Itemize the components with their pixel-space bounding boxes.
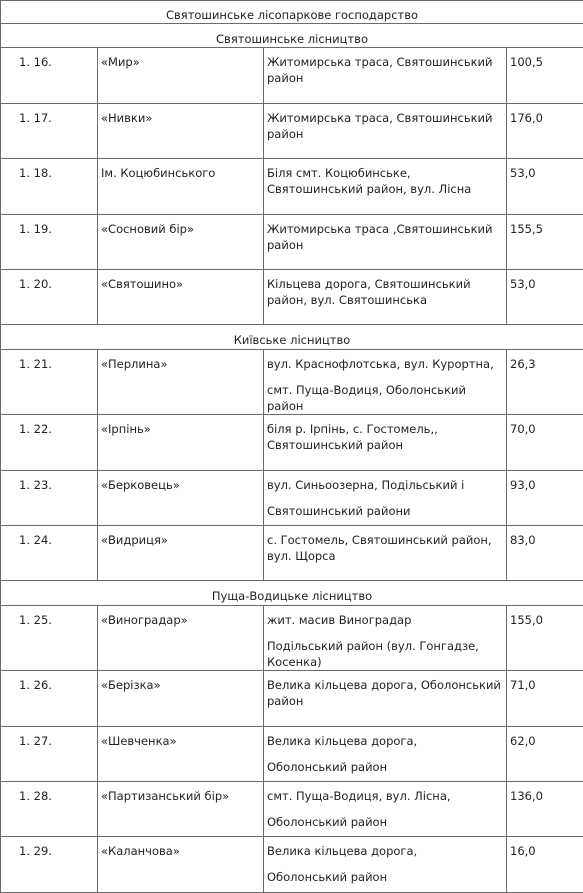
park-area: 93,0 [507, 470, 583, 525]
table-row [1, 837, 583, 893]
park-area: 53,0 [507, 159, 583, 214]
section-title: Пуща-Водицьке лісництво [1, 581, 583, 605]
park-area: 62,0 [507, 726, 583, 781]
park-location [264, 270, 507, 325]
row-number: 1. 17. [1, 103, 98, 158]
park-area: 83,0 [507, 526, 583, 581]
table-row [1, 159, 583, 214]
table-row [1, 270, 583, 325]
park-location [264, 103, 507, 158]
park-area: 53,0 [507, 270, 583, 325]
park-area: 155,5 [507, 214, 583, 269]
park-area: 100,5 [507, 48, 583, 103]
location-line: біля р. Ірпінь, с. Гостомель,, Святошинський район [267, 422, 438, 453]
location-line: Велика кільцева дорога, [267, 844, 418, 859]
location-line: Житомирська траса, Святошинський район [267, 55, 493, 86]
park-location [264, 605, 507, 671]
park-name: «Видриця» [98, 526, 264, 581]
location-line: Оболонський район [267, 870, 388, 885]
row-number: 1. 19. [1, 214, 98, 269]
park-name: «Партизанський бір» [98, 781, 264, 836]
table-row [1, 48, 583, 103]
park-area: 176,0 [507, 103, 583, 158]
row-number: 1. 25. [1, 605, 98, 671]
park-location [264, 526, 507, 581]
table-row [1, 470, 583, 525]
table-row [1, 526, 583, 581]
park-name: «Шевченка» [98, 726, 264, 781]
section-header-row [1, 581, 583, 605]
park-location [264, 726, 507, 781]
table-row [1, 781, 583, 836]
park-location [264, 781, 507, 836]
location-line: Подільський район (вул. Гонгадзе, Косенка) [267, 638, 479, 669]
park-area: 26,3 [507, 349, 583, 415]
location-line: Кільцева дорога, Святошинський район, вул. Святошинська [267, 277, 471, 308]
section-header-row [1, 24, 583, 48]
row-number: 1. 23. [1, 470, 98, 525]
park-area: 136,0 [507, 781, 583, 836]
location-line: жит. масив Виноградар [267, 612, 412, 627]
park-location [264, 48, 507, 103]
park-location [264, 159, 507, 214]
park-area: 71,0 [507, 671, 583, 726]
park-name: Ім. Коцюбинського [98, 159, 264, 214]
section-header-row [1, 325, 583, 349]
park-name: «Мир» [98, 48, 264, 103]
section-title: Святошинське лісництво [1, 24, 583, 48]
row-number: 1. 29. [1, 837, 98, 893]
location-line: Оболонський район [267, 814, 388, 829]
location-line: смт. Пуща-Водиця, вул. Лісна, [267, 788, 451, 803]
parks-table-body [1, 1, 583, 893]
row-number: 1. 16. [1, 48, 98, 103]
row-number: 1. 27. [1, 726, 98, 781]
location-line: Оболонський район [267, 759, 388, 774]
park-area: 16,0 [507, 837, 583, 893]
forestry-enterprise-title: Святошинське лісопаркове господарство [1, 1, 583, 24]
table-row [1, 605, 583, 671]
park-name: «Сосновий бір» [98, 214, 264, 269]
location-line: смт. Пуща-Водиця, Оболонський район [267, 382, 466, 413]
location-line: Житомирська траса, Святошинський район [267, 110, 493, 141]
table-row [1, 415, 583, 470]
table-header-row [1, 1, 583, 24]
location-line: Велика кільцева дорога, Оболонський район [267, 678, 501, 709]
park-location [264, 671, 507, 726]
row-number: 1. 20. [1, 270, 98, 325]
location-line: Житомирська траса ,Святошинський район [267, 221, 493, 252]
row-number: 1. 22. [1, 415, 98, 470]
park-name: «Ірпінь» [98, 415, 264, 470]
location-line: Велика кільцева дорога, [267, 733, 418, 748]
table-row [1, 214, 583, 269]
section-title: Київське лісництво [1, 325, 583, 349]
park-name: «Перлина» [98, 349, 264, 415]
park-name: «Виноградар» [98, 605, 264, 671]
park-name: «Берізка» [98, 671, 264, 726]
location-line: Святошинський райони [267, 503, 411, 518]
park-name: «Нивки» [98, 103, 264, 158]
park-area: 155,0 [507, 605, 583, 671]
park-location [264, 470, 507, 525]
park-location [264, 349, 507, 415]
location-line: Біля смт. Коцюбинське, Святошинський район, вул. Лісна [267, 166, 472, 197]
park-name: «Каланчова» [98, 837, 264, 893]
location-line: вул. Синьоозерна, Подільський і [267, 477, 465, 492]
row-number: 1. 26. [1, 671, 98, 726]
table-row [1, 671, 583, 726]
location-line: вул. Краснофлотська, вул. Курортна, [267, 356, 494, 371]
table-row [1, 103, 583, 158]
location-line: с. Гостомель, Святошинський район, вул. Щорса [267, 533, 492, 563]
row-number: 1. 21. [1, 349, 98, 415]
park-name: «Святошино» [98, 270, 264, 325]
park-name: «Берковець» [98, 470, 264, 525]
row-number: 1. 24. [1, 526, 98, 581]
park-location [264, 837, 507, 893]
table-row [1, 726, 583, 781]
park-location [264, 415, 507, 470]
table-row [1, 349, 583, 415]
row-number: 1. 28. [1, 781, 98, 836]
park-area: 70,0 [507, 415, 583, 470]
row-number: 1. 18. [1, 159, 98, 214]
park-location [264, 214, 507, 269]
